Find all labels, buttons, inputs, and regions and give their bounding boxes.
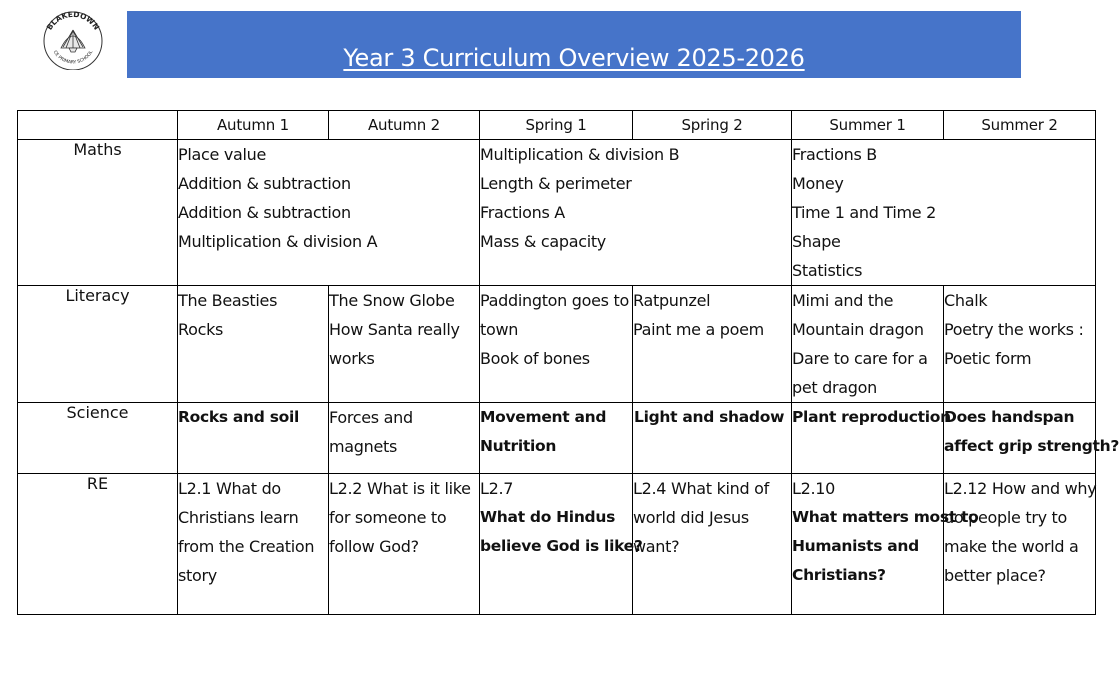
topic-line: L2.4 What kind of (633, 479, 769, 498)
re-autumn2-cell (329, 474, 480, 615)
science-summer2-cell (944, 403, 1119, 474)
topic-line: want? (633, 537, 680, 556)
term-header: Summer 2 (944, 111, 1096, 140)
topic-line: world did Jesus (633, 508, 749, 527)
topic-line: Time 1 and Time 2 (792, 203, 937, 222)
literacy-autumn1-cell (178, 286, 329, 403)
topic-line: story (178, 566, 217, 585)
topic-line: Christians learn (178, 508, 299, 527)
topic-line: L2.2 What is it like (329, 479, 471, 498)
science-row (18, 403, 1096, 474)
topic-line: Addition & subtraction (178, 174, 351, 193)
literacy-summer1-cell (792, 286, 944, 403)
subject-label: RE (18, 474, 178, 615)
topic-line: Ratpunzel (633, 291, 711, 310)
subject-label: Maths (18, 140, 178, 286)
topic-line: Mass & capacity (480, 232, 606, 251)
curriculum-table (17, 110, 1119, 615)
term-header: Summer 1 (792, 111, 944, 140)
topic-line: Rocks (178, 320, 224, 339)
logo-text-bottom: CE PRIMARY SCHOOL (51, 50, 95, 66)
literacy-row (18, 286, 1096, 403)
topic-line: Nutrition (480, 437, 557, 455)
topic-line: Multiplication & division A (178, 232, 378, 251)
topic-line: L2.7 (480, 479, 514, 498)
subject-label: Science (18, 403, 178, 474)
literacy-summer2-cell (944, 286, 1096, 403)
topic-line: from the Creation (178, 537, 315, 556)
topic-line: do people try to (944, 508, 1068, 527)
literacy-spring2-cell (633, 286, 792, 403)
term-header: Autumn 2 (329, 111, 480, 140)
topic-line: The Beasties (178, 291, 278, 310)
maths-summer-cell (792, 140, 1096, 286)
topic-line: Paint me a poem (633, 320, 764, 339)
topic-line: Mimi and the (792, 291, 894, 310)
topic-line: Paddington goes to (480, 291, 629, 310)
science-summer1-cell (792, 403, 951, 474)
topic-line: magnets (329, 437, 398, 456)
term-header: Spring 2 (633, 111, 792, 140)
topic-line: Fractions A (480, 203, 565, 222)
science-spring2-cell (633, 403, 792, 474)
topic-line: Humanists and (792, 537, 919, 555)
science-autumn2-cell (329, 403, 480, 474)
re-row (18, 474, 1096, 615)
topic-line: What matters most to (792, 508, 979, 526)
topic-line: Poetic form (944, 349, 1032, 368)
topic-line: Fractions B (792, 145, 877, 164)
topic-line: L2.1 What do (178, 479, 281, 498)
topic-line: Light and shadow (634, 408, 785, 426)
topic-line: L2.10 (792, 479, 836, 498)
page-title: Year 3 Curriculum Overview 2025-2026 (343, 44, 805, 72)
topic-line: Movement and (480, 408, 607, 426)
topic-line: Rocks and soil (178, 408, 299, 426)
re-spring2-cell (633, 474, 792, 615)
topic-line: Dare to care for a (792, 349, 928, 368)
topic-line: L2.12 How and why (944, 479, 1097, 498)
literacy-autumn2-cell (329, 286, 480, 403)
topic-line: Multiplication & division B (480, 145, 680, 164)
topic-line: better place? (944, 566, 1046, 585)
maths-spring-cell (480, 140, 792, 286)
term-header: Spring 1 (480, 111, 633, 140)
re-autumn1-cell (178, 474, 329, 615)
topic-line: works (329, 349, 375, 368)
topic-line: believe God is like? (480, 537, 643, 555)
subject-label: Literacy (18, 286, 178, 403)
topic-line: make the world a (944, 537, 1079, 556)
topic-line: Statistics (792, 261, 863, 280)
topic-line: Does handspan (944, 408, 1075, 426)
science-spring1-cell (480, 403, 633, 474)
topic-line: pet dragon (792, 378, 877, 397)
literacy-spring1-cell (480, 286, 633, 403)
science-autumn1-cell (178, 403, 329, 474)
header-row (18, 111, 1096, 140)
topic-line: Book of bones (480, 349, 590, 368)
topic-line: The Snow Globe (329, 291, 455, 310)
topic-line: Money (792, 174, 844, 193)
topic-line: Addition & subtraction (178, 203, 351, 222)
re-spring1-cell (480, 474, 643, 615)
topic-line: Christians? (792, 566, 886, 584)
re-summer1-cell (792, 474, 979, 615)
maths-autumn-cell (178, 140, 480, 286)
topic-line: What do Hindus (480, 508, 616, 526)
topic-line: follow God? (329, 537, 419, 556)
topic-line: Plant reproduction (792, 408, 951, 426)
logo-text-top: BLAKEDOWN (44, 9, 102, 32)
topic-line: How Santa really (329, 320, 460, 339)
re-summer2-cell (944, 474, 1096, 615)
topic-line: Length & perimeter (480, 174, 632, 193)
topic-line: Poetry the works : (944, 320, 1084, 339)
topic-line: town (480, 320, 519, 339)
school-logo (40, 8, 106, 70)
topic-line: Place value (178, 145, 267, 164)
maths-row (18, 140, 1096, 286)
topic-line: Mountain dragon (792, 320, 924, 339)
topic-line: for someone to (329, 508, 447, 527)
title-banner (127, 11, 1021, 78)
topic-line: Shape (792, 232, 841, 251)
corner-cell (18, 111, 178, 140)
topic-line: affect grip strength? (944, 437, 1119, 455)
topic-line: Chalk (944, 291, 988, 310)
topic-line: Forces and (329, 408, 413, 427)
term-header: Autumn 1 (178, 111, 329, 140)
